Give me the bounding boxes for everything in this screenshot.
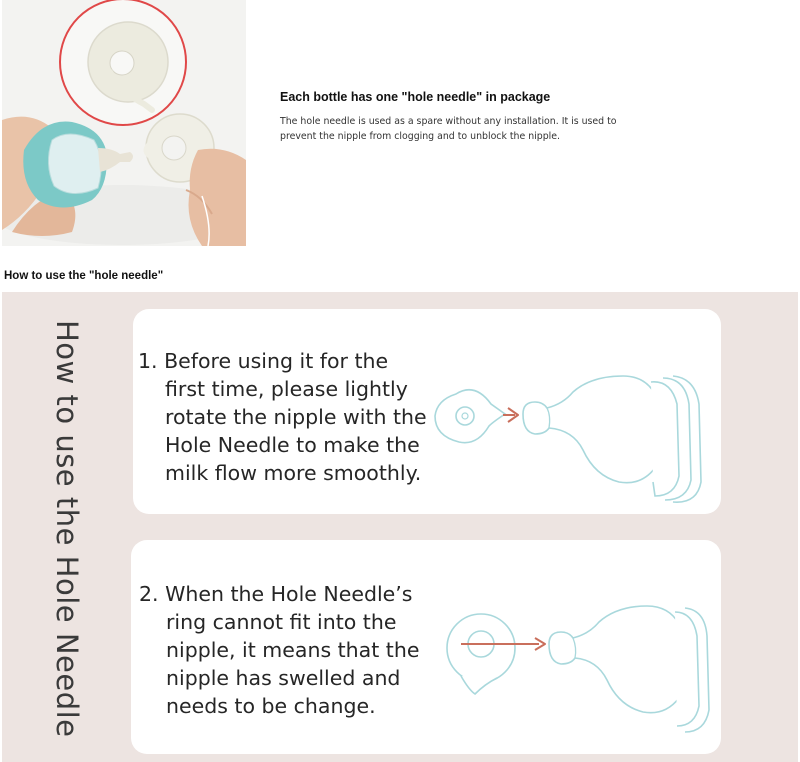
step-2-line: nipple has swelled and [166,666,401,690]
section-title: How to use the "hole needle" [4,270,164,282]
step-1-text [138,347,427,487]
hole-needle-photo-illustration [2,0,246,246]
vertical-title: How to use the Hole Needle [50,320,84,738]
step-1-line: first time, please lightly [165,377,408,401]
step-2-line: needs to be change. [166,694,376,718]
intro-description: The hole needle is used as a spare without any installation. It is used to prevent the nipple from clogging and to unblock the nipple. [280,116,617,142]
step-1-line: rotate the nipple with the [165,405,427,429]
step-card-2 [131,540,721,754]
step-card-1 [133,309,721,514]
step-2-text [139,580,419,720]
product-photo [2,0,246,246]
intro-title: Each bottle has one "hole needle" in package [280,90,551,104]
swelled-nipple-illustration [411,598,711,748]
step-2-line: nipple, it means that the [166,638,420,662]
step-2-line: 2. When the Hole Needle’s [139,582,413,606]
step-1-line: 1. Before using it for the [138,349,389,373]
step-1-line: milk flow more smoothly. [165,461,422,485]
step-2-line: ring cannot fit into the [166,610,397,634]
nipple-rotation-illustration [423,364,713,504]
step-1-line: Hole Needle to make the [165,433,420,457]
